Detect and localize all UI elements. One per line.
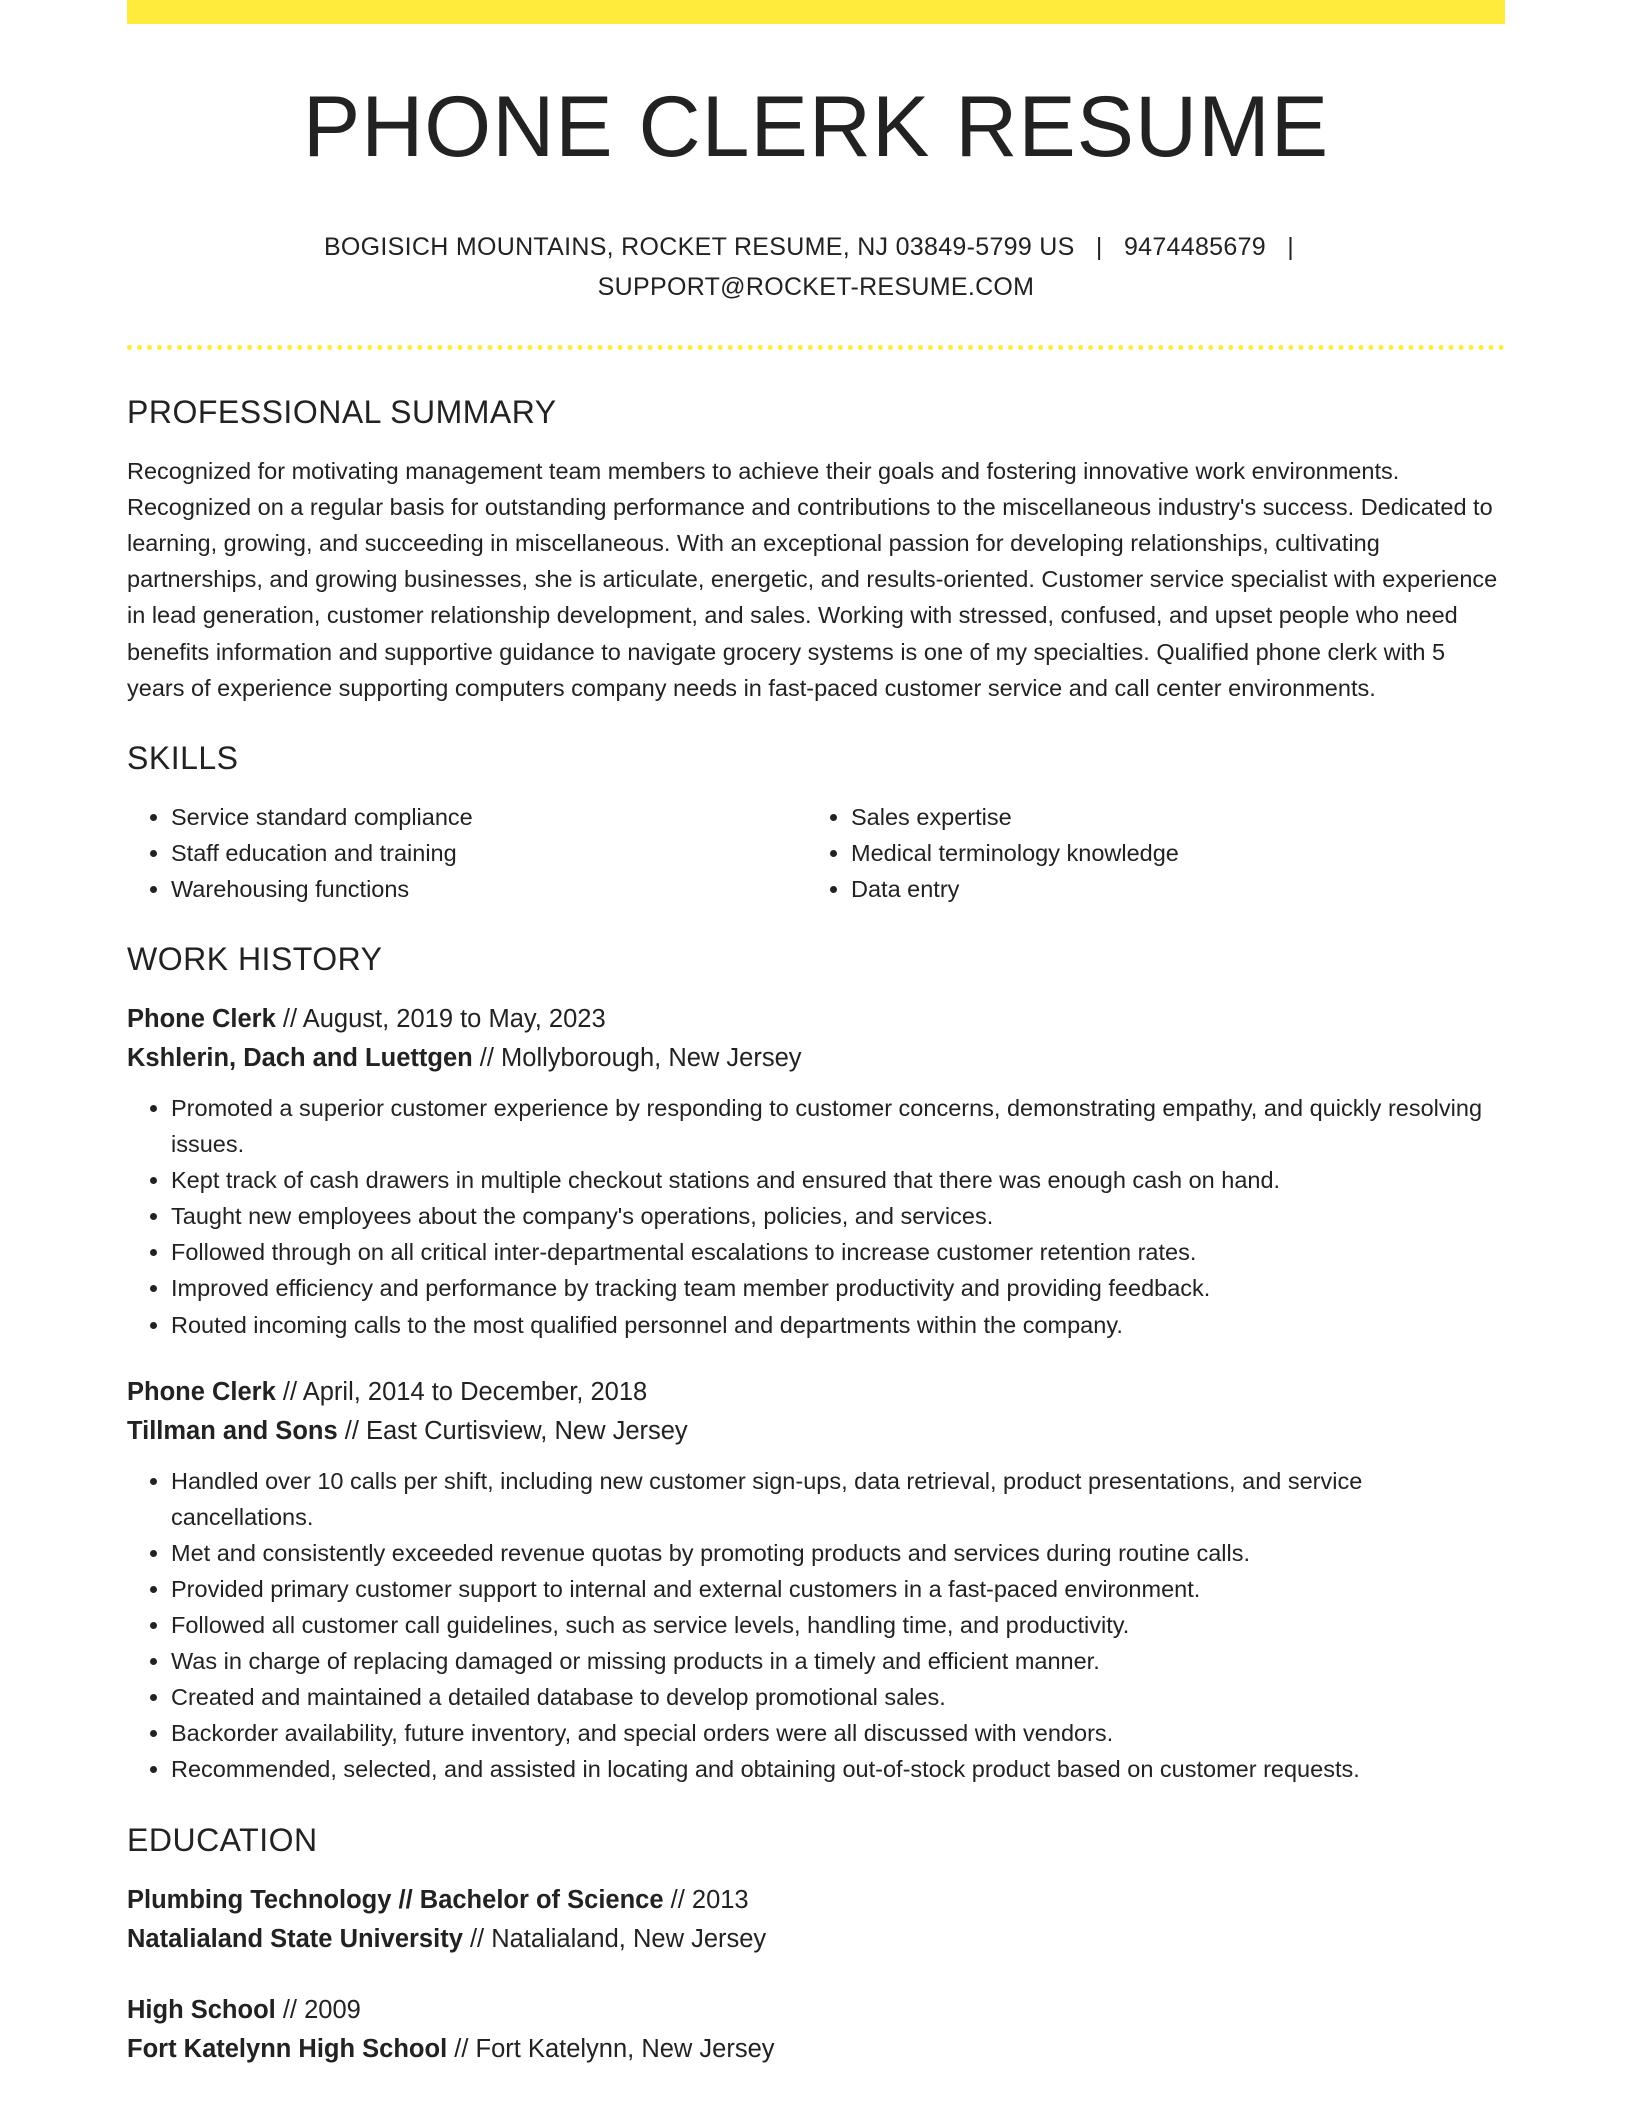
job-company-line <box>127 1039 1505 1078</box>
duty-item: • Promoted a superior customer experience by responding to customer concerns, demonstrating empathy, and quickly resolving issues. <box>171 1090 1505 1162</box>
education-year: // 2013 <box>663 1885 749 1914</box>
job-role: Phone Clerk <box>127 1377 276 1406</box>
skills-list <box>127 799 1505 907</box>
job-location: // East Curtisview, New Jersey <box>337 1416 688 1445</box>
resume-page <box>127 0 1505 2069</box>
education-school-line <box>127 1920 1505 1959</box>
job-company: Kshlerin, Dach and Luettgen <box>127 1044 473 1073</box>
education-school: Natalialand State University <box>127 1924 463 1953</box>
skill-item: • Medical terminology knowledge <box>851 835 1487 871</box>
duty-item: • Followed through on all critical inter-departmental escalations to increase customer retention rates. <box>171 1234 1505 1270</box>
work-history-heading: WORK HISTORY <box>127 941 383 978</box>
duty-item: • Was in charge of replacing damaged or missing products in a timely and efficient manner. <box>171 1643 1505 1679</box>
contact-line-2 <box>127 267 1505 307</box>
duty-item: • Routed incoming calls to the most qualified personnel and departments within the company. <box>171 1307 1505 1343</box>
duty-item: • Backorder availability, future inventory, and special orders were all discussed with vendors. <box>171 1715 1505 1751</box>
contact-info <box>127 227 1505 307</box>
job-dates: // April, 2014 to December, 2018 <box>275 1377 648 1406</box>
job-duties <box>127 1463 1505 1788</box>
summary-text: Recognized for motivating management team members to achieve their goals and fostering innovative work environments. Recognized on a regular basis for outstanding performance and contributions to the miscellaneous industry's success. Dedicated to learning, growing, and succeeding in miscellaneous. With an exceptional passion for developing relationships, cultivating partnerships, and growing businesses, she is articulate, energetic, and results-oriented. Customer service specialist with experience in lead generation, customer relationship development, and sales. Working with stressed, confused, and upset people who need benefits information and supportive guidance to navigate grocery systems is one of my specialties. Qualified phone clerk with 5 years of experience supporting computers company needs in fast-paced customer service and call center environments. <box>127 457 1498 701</box>
education-school-line <box>127 2030 1505 2069</box>
skill-item: • Data entry <box>851 871 1487 907</box>
skills-heading: SKILLS <box>127 740 239 777</box>
job-title-line <box>127 1373 1505 1412</box>
job-dates: // August, 2019 to May, 2023 <box>275 1005 606 1034</box>
education-degree: High School <box>127 1995 276 2024</box>
dotted-divider <box>127 345 1505 350</box>
duty-item: • Kept track of cash drawers in multiple checkout stations and ensured that there was enough cash on hand. <box>171 1162 1505 1198</box>
education-degree: Plumbing Technology // Bachelor of Science <box>127 1885 664 1914</box>
skill-item: • Warehousing functions <box>171 871 807 907</box>
duty-item: • Provided primary customer support to internal and external customers in a fast-paced environment. <box>171 1571 1505 1607</box>
duty-item: • Recommended, selected, and assisted in locating and obtaining out-of-stock product based on customer requests. <box>171 1751 1505 1787</box>
accent-top-bar <box>127 0 1505 24</box>
education-year: // 2009 <box>275 1995 361 2024</box>
duty-item: • Met and consistently exceeded revenue quotas by promoting products and services during routine calls. <box>171 1535 1505 1571</box>
skill-item: • Sales expertise <box>851 799 1487 835</box>
phone-text: 9474485679 <box>1123 232 1266 261</box>
duty-item: • Followed all customer call guidelines, such as service levels, handling time, and productivity. <box>171 1607 1505 1643</box>
duty-item: • Taught new employees about the company's operations, policies, and services. <box>171 1198 1505 1234</box>
job-role: Phone Clerk <box>127 1005 276 1034</box>
education-entry <box>127 1991 1505 2069</box>
skill-item: • Staff education and training <box>171 835 807 871</box>
address-text: BOGISICH MOUNTAINS, ROCKET RESUME, NJ 03849-5799 US <box>323 232 1075 261</box>
contact-separator: | <box>1287 232 1295 261</box>
education-location: // Fort Katelynn, New Jersey <box>447 2034 775 2063</box>
duty-item: • Handled over 10 calls per shift, including new customer sign-ups, data retrieval, product presentations, and service cancellations. <box>171 1463 1505 1535</box>
job-entry <box>127 1000 1505 1343</box>
summary-heading: PROFESSIONAL SUMMARY <box>127 393 557 430</box>
job-location: // Mollyborough, New Jersey <box>472 1044 802 1073</box>
contact-separator: | <box>1095 232 1103 261</box>
contact-line-1 <box>127 227 1505 267</box>
education-degree-line <box>127 1881 1505 1920</box>
skill-item: • Service standard compliance <box>171 799 807 835</box>
education-degree-line <box>127 1991 1505 2030</box>
education-entry <box>127 1881 1505 1959</box>
skills-column-right <box>807 799 1487 907</box>
duty-item: • Improved efficiency and performance by tracking team member productivity and providing feedback. <box>171 1270 1505 1306</box>
job-duties <box>127 1090 1505 1343</box>
job-entry <box>127 1373 1505 1788</box>
resume-title: PHONE CLERK RESUME <box>302 79 1330 175</box>
education-location: // Natalialand, New Jersey <box>462 1924 767 1953</box>
skills-column-left <box>127 799 807 907</box>
job-company: Tillman and Sons <box>127 1416 338 1445</box>
email-text: SUPPORT@ROCKET-RESUME.COM <box>597 272 1035 301</box>
education-school: Fort Katelynn High School <box>127 2034 448 2063</box>
education-heading: EDUCATION <box>127 1821 318 1858</box>
job-title-line <box>127 1000 1505 1039</box>
job-company-line <box>127 1412 1505 1451</box>
duty-item: • Created and maintained a detailed database to develop promotional sales. <box>171 1679 1505 1715</box>
